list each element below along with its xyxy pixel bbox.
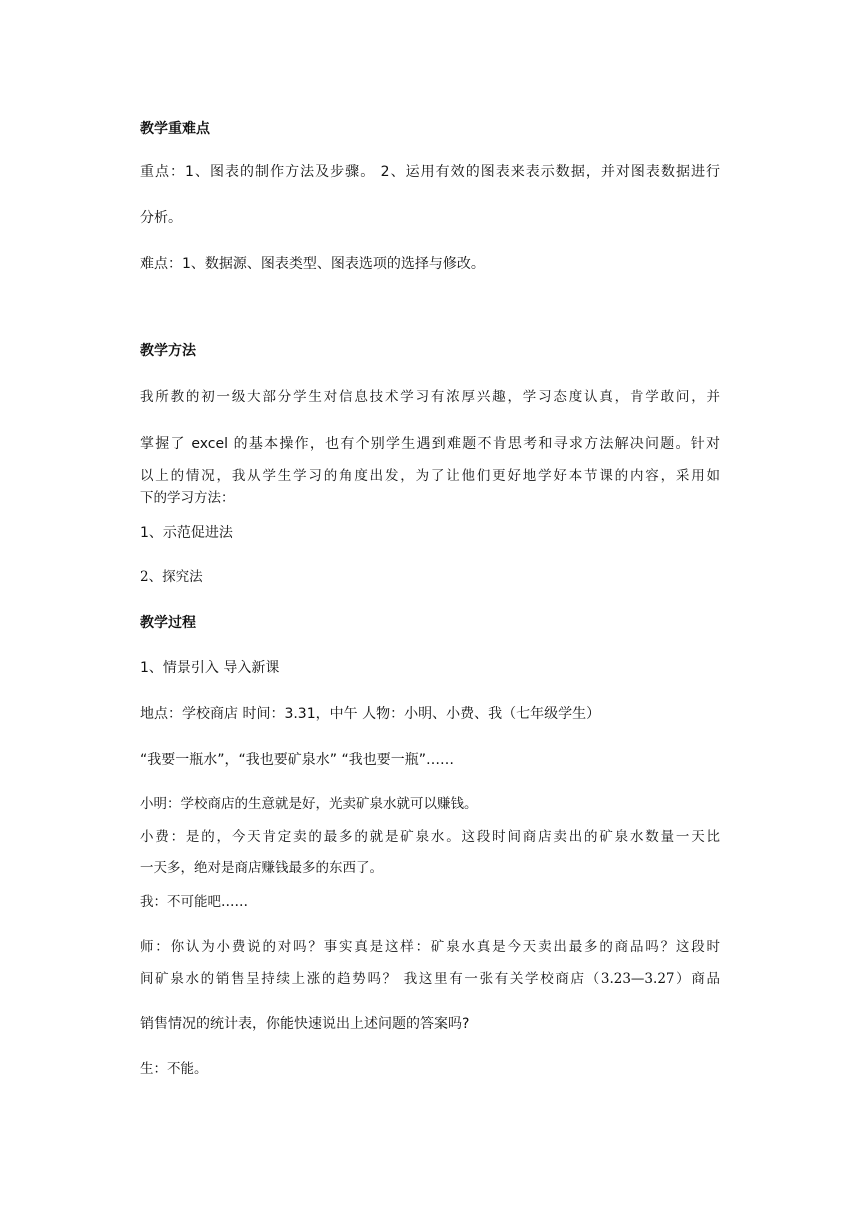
difficulty-line: 难点：1、数据源、图表类型、图表选项的选择与修改。: [140, 256, 485, 272]
heading-method: 教学方法: [140, 343, 196, 359]
method-para-line-2: 掌握了 excel 的基本操作，也有个别学生遇到难题不肯思考和寻求方法解决问题。针对: [140, 436, 720, 452]
heading-key-points: 教学重难点: [140, 121, 210, 137]
quotes-line: “我要一瓶水”，“我也要矿泉水” “我也要一瓶”……: [140, 752, 454, 768]
dialog-xiaoming: 小明：学校商店的生意就是好，光卖矿泉水就可以赚钱。: [140, 796, 478, 812]
dialog-me: 我：不可能吧……: [140, 894, 248, 910]
dialog-xiaofei-line-1: 小费：是的，今天肯定卖的最多的就是矿泉水。这段时间商店卖出的矿泉水数量一天比: [140, 829, 720, 845]
teacher-line-3: 销售情况的统计表，你能快速说出上述问题的答案吗?: [140, 1016, 470, 1032]
method-item-2: 2、探究法: [140, 569, 203, 585]
method-para-line-3: 以上的情况，我从学生学习的角度出发，为了让他们更好地学好本节课的内容，采用如: [140, 468, 720, 484]
scene-line: 地点：学校商店 时间：3.31，中午 人物：小明、小费、我（七年级学生）: [140, 706, 601, 722]
teacher-line-2: 间矿泉水的销售呈持续上涨的趋势吗？ 我这里有一张有关学校商店（3.23—3.27）商品: [140, 971, 720, 987]
teacher-line-1: 师：你认为小费说的对吗？事实真是这样：矿泉水真是今天卖出最多的商品吗？这段时: [140, 939, 720, 955]
method-item-1: 1、示范促进法: [140, 525, 233, 541]
key-points-line-1: 重点：1、图表的制作方法及步骤。 2、运用有效的图表来表示数据，并对图表数据进行: [140, 164, 720, 180]
method-para-line-1: 我所教的初一级大部分学生对信息技术学习有浓厚兴趣，学习态度认真，肯学敢问，并: [140, 389, 720, 405]
dialog-xiaofei-line-2: 一天多，绝对是商店赚钱最多的东西了。: [140, 860, 383, 876]
process-step-1: 1、情景引入 导入新课: [140, 660, 280, 676]
student-answer: 生：不能。: [140, 1061, 208, 1077]
method-para-line-4: 下的学习方法：: [140, 490, 235, 506]
heading-process: 教学过程: [140, 615, 196, 631]
key-points-line-2: 分析。: [140, 210, 182, 226]
